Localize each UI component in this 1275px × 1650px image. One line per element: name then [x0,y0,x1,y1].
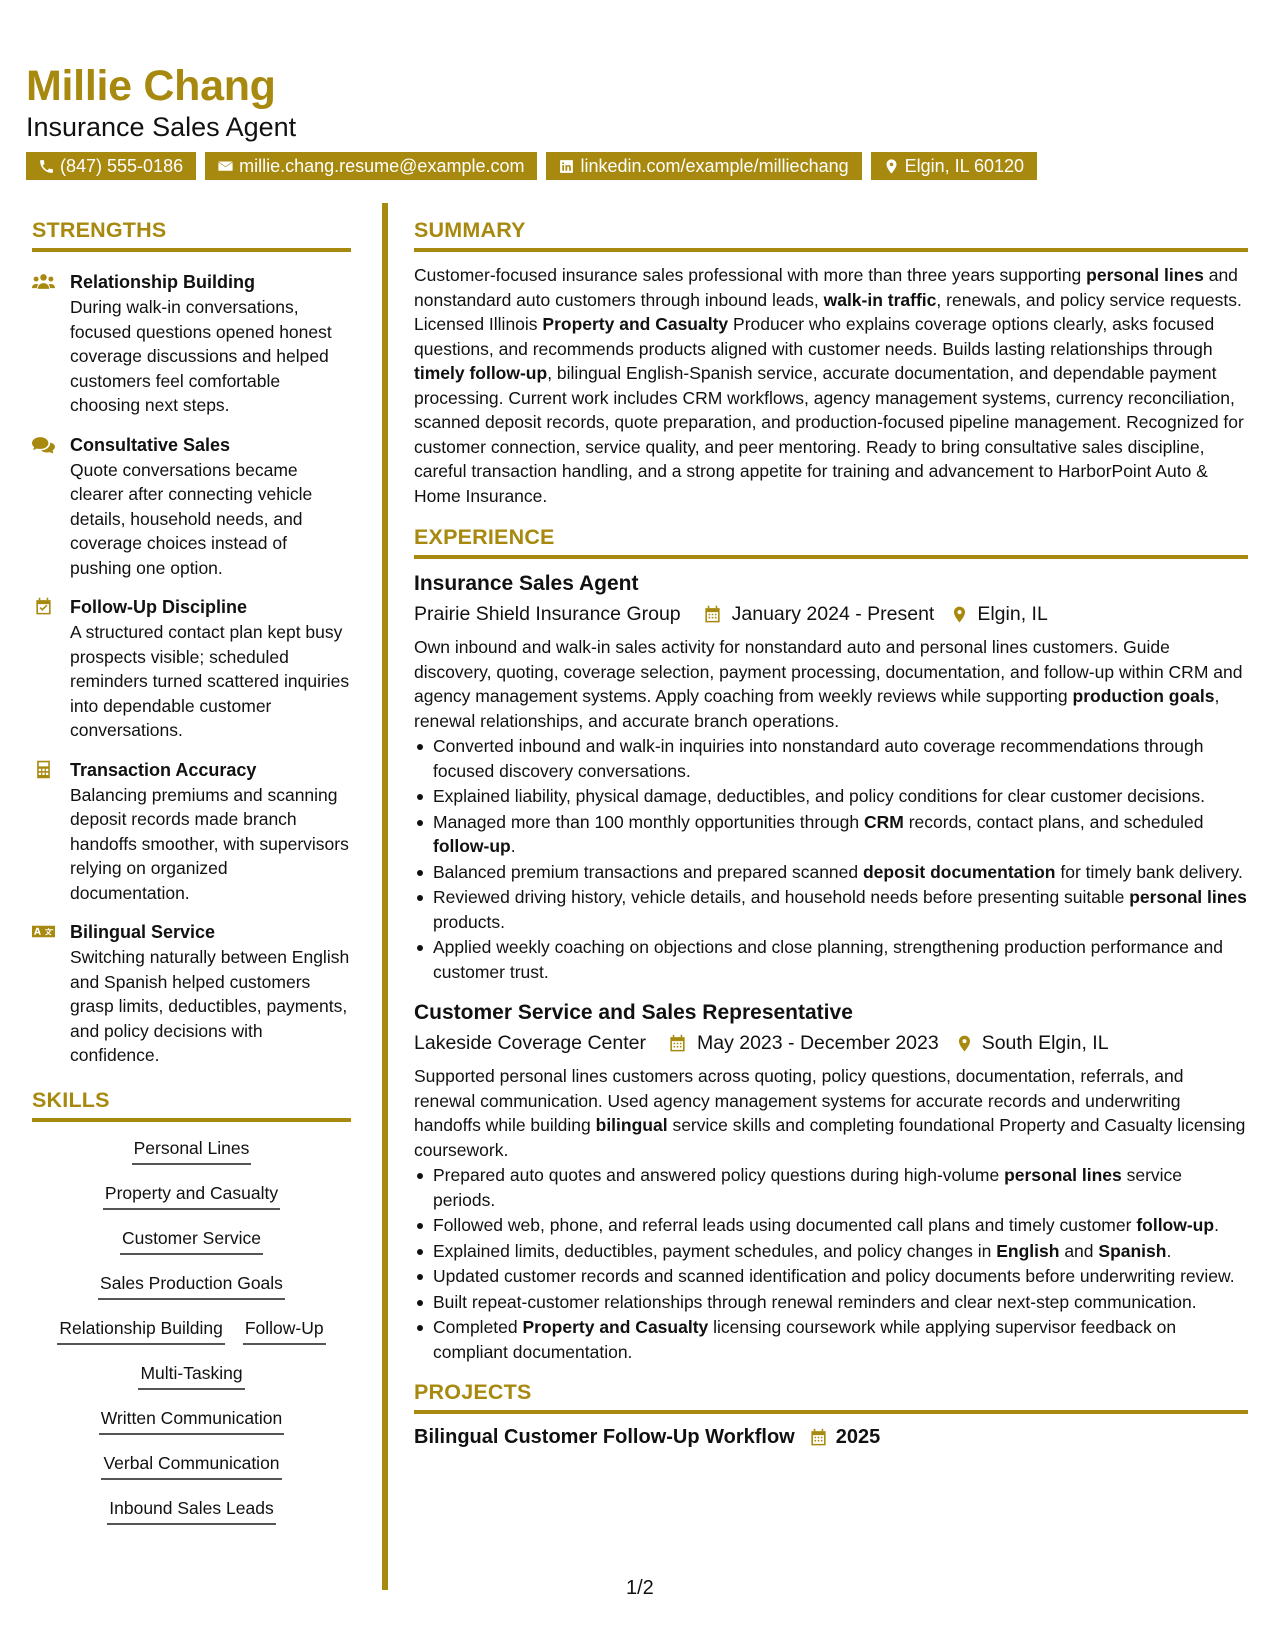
job-title: Insurance Sales Agent [414,572,639,595]
comments-icon [32,435,55,454]
strength-desc: During walk-in conversations, focused questions opened honest coverage discussions and helped customers feel comfortable choosing next steps. [70,297,332,415]
page-number: 1/2 [626,1577,654,1599]
strength-item [32,433,351,581]
bullet-item: Built repeat-customer relationships through renewal reminders and clear next-step communication. [414,1290,1248,1315]
skills-list [32,1136,351,1541]
bullet-item: Followed web, phone, and referral leads using documented call plans and timely customer follow-up. [414,1213,1248,1238]
calendar-icon [703,605,722,624]
phone-icon [38,158,55,175]
skill-tag: Personal Lines [132,1136,252,1165]
project-title: Bilingual Customer Follow-Up Workflow [414,1426,795,1448]
calendar-check-icon [32,597,55,616]
skill-tag: Sales Production Goals [98,1271,285,1300]
skills-heading: SKILLS [32,1088,351,1122]
contact-location [871,152,1037,180]
strength-desc: Switching naturally between English and Spanish helped customers grasp limits, deductibles, payments, and policy decisions with confidence. [70,947,350,1065]
resume-name: Millie Chang [26,62,276,110]
bullet-item: Explained limits, deductibles, payment schedules, and policy changes in English and Spanish. [414,1239,1248,1264]
job-dates: January 2024 - Present [731,603,935,625]
envelope-icon [217,158,234,175]
bullet-item: Converted inbound and walk-in inquiries into nonstandard auto coverage recommendations through focused discovery conversations. [414,734,1248,783]
skill-tag: Customer Service [120,1226,263,1255]
bullet-item: Explained liability, physical damage, deductibles, and policy conditions for clear customer decisions. [414,784,1248,809]
job-entry [414,998,1248,1364]
strengths-list [32,270,351,1068]
column-divider [382,203,388,1590]
job-entry [414,569,1248,984]
summary-heading: SUMMARY [414,218,1248,252]
strength-title: Follow-Up Discipline [70,597,248,617]
job-location: South Elgin, IL [981,1032,1109,1054]
calculator-icon [32,760,55,779]
strength-title: Consultative Sales [70,434,231,455]
job-description: Supported personal lines customers across quoting, policy questions, documentation, referrals, and renewal communication. Used agency management systems for accurate records and underwriting handoffs while building bilingual service skills and completing foundational Property and Casualty licensing coursework. [414,1066,1246,1160]
job-meta [414,599,1248,629]
bullet-item: Updated customer records and scanned identification and policy documents before underwriting review. [414,1264,1248,1289]
strength-desc: Balancing premiums and scanning deposit records made branch handoffs smoother, with supervisors relying on organized documentation. [70,784,349,903]
strengths-heading: STRENGTHS [32,218,351,252]
job-location: Elgin, IL [977,603,1048,625]
bullet-item: Balanced premium transactions and prepared scanned deposit documentation for timely bank delivery. [414,860,1248,885]
job-dates: May 2023 - December 2023 [696,1032,939,1054]
strength-desc: A structured contact plan kept busy prospects visible; scheduled reminders turned scattered inquiries into dependable customer conversations. [70,622,350,740]
strength-desc: Quote conversations became clearer after connecting vehicle details, household needs, and coverage choices instead of pushing one option. [70,459,313,578]
language-icon [32,922,55,941]
skill-tag: Property and Casualty [103,1181,280,1210]
resume-role: Insurance Sales Agent [26,112,297,142]
job-meta [414,1028,1248,1058]
job-bullets [414,734,1248,984]
skill-tag: Verbal Communication [101,1451,281,1480]
bullet-item: Completed Property and Casualty licensing coursework while applying supervisor feedback on compliant documentation. [414,1315,1248,1364]
job-bullets [414,1163,1248,1364]
bullet-item: Reviewed driving history, vehicle details, and household needs before presenting suitable personal lines products. [414,885,1248,934]
skill-tag: Inbound Sales Leads [107,1496,275,1525]
skill-tag: Follow-Up [243,1316,326,1345]
contact-email-text: millie.chang.resume@example.com [239,156,525,176]
users-icon [32,272,55,291]
location-pin-icon [883,158,900,175]
job-company: Prairie Shield Insurance Group [414,603,681,625]
contact-location-text: Elgin, IL 60120 [904,156,1025,176]
job-company: Lakeside Coverage Center [414,1032,646,1054]
strength-item [32,595,351,743]
skill-tag: Written Communication [99,1406,285,1435]
linkedin-icon [558,158,575,175]
contact-linkedin[interactable] [546,152,861,180]
strength-title: Bilingual Service [70,922,216,942]
projects-heading: PROJECTS [414,1380,1248,1414]
job-description: Own inbound and walk-in sales activity for nonstandard auto and personal lines customers. Guide discovery, quoting, coverage selection, payment processing, documentation, and follow-up within CRM and agency management systems. Apply coaching from weekly reviews while supporting production goals, renewal relationships, and accurate branch operations. [414,637,1243,731]
location-pin-icon [955,1034,974,1053]
contact-phone-text: (847) 555-0186 [60,156,184,176]
strength-item [32,270,351,418]
strength-title: Transaction Accuracy [70,759,257,780]
location-pin-icon [950,605,969,624]
contact-linkedin-text: linkedin.com/example/milliechang [580,156,849,176]
bullet-item: Applied weekly coaching on objections and close planning, strengthening production performance and customer trust. [414,935,1248,984]
bullet-item: Managed more than 100 monthly opportunities through CRM records, contact plans, and scheduled follow-up. [414,810,1248,859]
main-column [414,218,1248,1452]
contact-phone[interactable] [26,152,196,180]
calendar-icon [809,1428,828,1447]
contact-bar [26,152,1037,180]
skill-tag: Multi-Tasking [138,1361,244,1390]
strength-title: Relationship Building [70,272,255,292]
summary-text: Customer-focused insurance sales professional with more than three years supporting personal lines and nonstandard auto customers through inbound leads, walk-in traffic, renewals, and policy service requests. Licensed Illinois Property and Casualty Producer who explains coverage options clearly, asks focused questions, and recommends products aligned with customer needs. Builds lasting relationships through timely follow-up, bilingual English-Spanish service, accurate documentation, and dependable payment processing. Current work includes CRM workflows, agency management systems, currency reconciliation, scanned deposit records, quote preparation, and production-focused pipeline management. Recognized for customer connection, service quality, and peer mentoring. Ready to bring consultative sales discipline, careful transaction handling, and a strong appetite for training and advancement to HarborPoint Auto & Home Insurance. [414,265,1244,506]
skill-tag: Relationship Building [57,1316,224,1345]
bullet-item: Prepared auto quotes and answered policy questions during high-volume personal lines service periods. [414,1163,1248,1212]
project-entry [414,1422,1248,1452]
sidebar [32,218,351,1541]
job-title: Customer Service and Sales Representative [414,1001,853,1024]
strength-item [32,758,351,906]
strength-item [32,920,351,1068]
project-year: 2025 [835,1426,881,1448]
calendar-icon [668,1034,687,1053]
contact-email[interactable] [205,152,537,180]
experience-heading: EXPERIENCE [414,525,1248,559]
